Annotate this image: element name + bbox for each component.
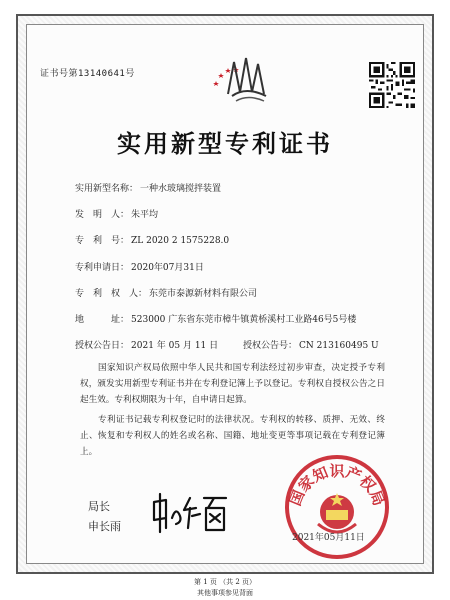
body-paragraph: 专利证书记载专利权登记时的法律状况。专利权的转移、质押、无效、终止、恢复和专利权人的姓名或名称、国籍、地址变更等事项记载在专利登记簿上。: [80, 415, 385, 457]
director-name: 申长雨: [88, 520, 121, 533]
field-inventor-row: [75, 209, 158, 221]
certificate-number: 证书号第13140641号: [40, 69, 135, 79]
body-paragraph: 国家知识产权局依照中华人民共和国专利法经过初步审查，决定授予专利权，颁发实用新型专利证书并在专利登记簿上予以登记。专利权自授权公告之日起生效。专利权期限为十年，自申请日起算。: [80, 363, 385, 405]
field-value: 一种水玻璃搅拌装置: [140, 184, 222, 194]
field-name-row: [75, 183, 221, 195]
field-address-row: [75, 314, 356, 326]
field-value: CN 213160495 U: [299, 341, 379, 351]
official-seal-icon: [282, 452, 392, 562]
field-value: 朱平均: [131, 210, 159, 220]
director-title: 局长: [88, 500, 110, 513]
field-value: 东莞市泰源新材料有限公司: [149, 289, 258, 299]
field-value: 2021 年 05 月 11 日: [131, 341, 219, 351]
field-label: 专 利 权 人：: [75, 289, 148, 299]
field-patent-number-row: [75, 235, 229, 247]
seal-date: 2021年05月11日: [292, 533, 365, 543]
handwritten-signature-icon: [150, 488, 230, 536]
page-indicator: 第 1 页 （共 2 页）: [193, 578, 257, 586]
seal-text: 国家知识产权局: [285, 462, 389, 509]
field-grant-row: [75, 340, 379, 352]
field-label: 发 明 人：: [75, 210, 130, 220]
field-application-date-row: [75, 262, 204, 274]
field-label: 授权公告号：: [243, 341, 298, 351]
field-value: 523000 广东省东莞市樟牛镇黄桥溪村工业路46号5号楼: [131, 315, 357, 325]
field-label: 专利申请日：: [75, 263, 130, 273]
field-label: 专 利 号：: [75, 236, 130, 246]
field-label: 实用新型名称：: [75, 184, 139, 194]
field-value: ZL 2020 2 1575228.0: [131, 236, 230, 246]
qr-code-icon: [369, 62, 415, 108]
certificate-title: 实用新型专利证书: [117, 129, 333, 158]
field-patentee-row: [75, 288, 257, 300]
field-value: 2020年07月31日: [131, 263, 204, 273]
field-label: 授权公告日：: [75, 341, 130, 351]
cnipa-emblem-icon: [210, 48, 272, 106]
field-label: 地 址：: [75, 315, 130, 325]
footer-note: 其他事项参见背面: [197, 589, 253, 597]
